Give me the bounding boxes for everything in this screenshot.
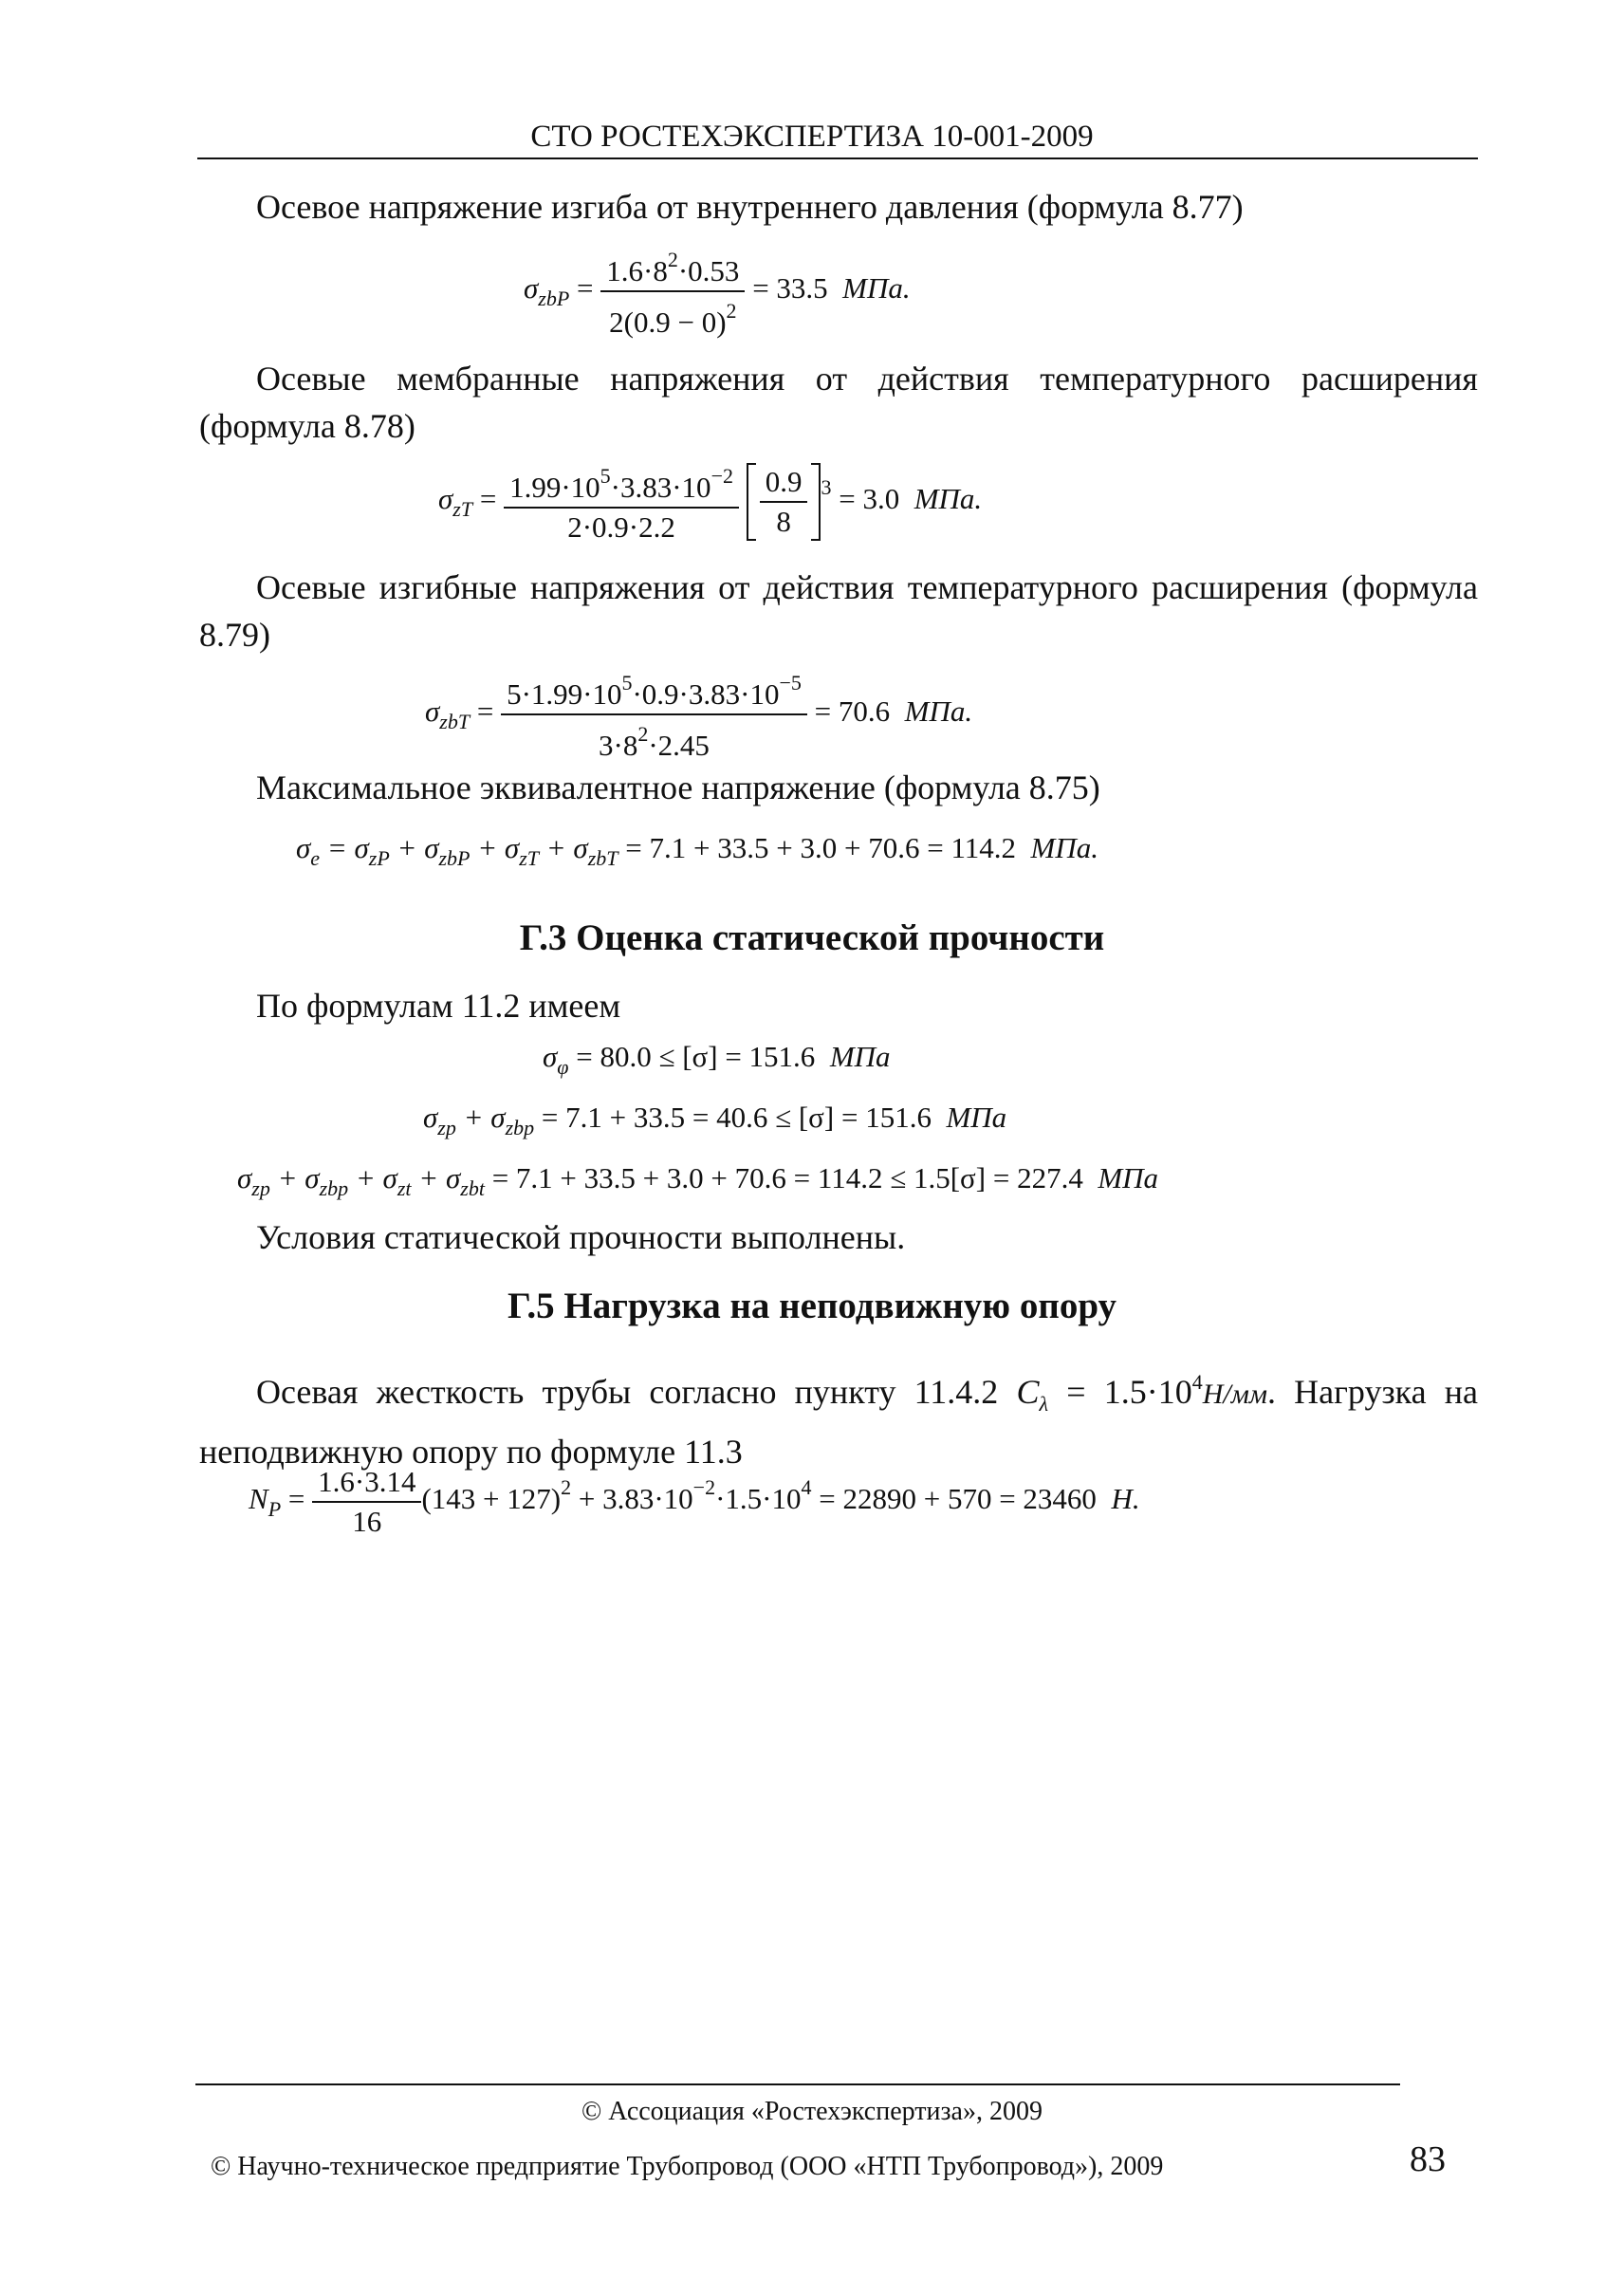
fraction: $\frac{1.99\cdot 10^5\cdot 3.83\cdot 10^{-2}}{2\cdot 0.9\cdot 2.2}$ — [504, 457, 739, 546]
formula-support-load: $N_P$ = $\frac{1.6\cdot 3.14}{16}$ $(143 + 127)^2 + 3.83\cdot 10^{-2}\cdot 1.5\cdot 10^4 = 22890 + 570 = 23460$ Н. — [249, 1463, 1140, 1541]
condition-total-stress: $\sigma_{zp} + \sigma_{zbp} + \sigma_{zt} + \sigma_{zbt} = 7.1 + 33.5 + 3.0 + 70.6 = 114.2 \le 1.5[\sigma] = 227.4$ МПа — [237, 1161, 1159, 1200]
footer-copyright-association: © Ассоциация «Ростехэкспертиза», 2009 — [581, 2097, 1043, 2126]
bracket-term: $\frac{0.9}{8}$ — [747, 463, 821, 541]
header-rule — [197, 157, 1478, 159]
formula-8-79: $\sigma_{zbT}$ = $\frac{5\cdot 1.99\cdot 10^5\cdot 0.9\cdot 3.83\cdot 10^{-5}}{3\cdot 8^2\cdot 2.45}$ = 70.6 МПа. — [425, 664, 972, 765]
paragraph-formulas-11-2: По формулам 11.2 имеем — [256, 987, 621, 1025]
condition-hoop-stress: $\sigma_\varphi = 80.0 \le [\sigma] = 151.6$ МПа — [543, 1040, 891, 1079]
section-title-g3: Г.3 Оценка статической прочности — [519, 917, 1105, 958]
paragraph-bending-thermal-stress: Осевые изгибные напряжения от действия температурного расширения (формула 8.79) — [199, 568, 1478, 654]
document-header: СТО РОСТЕХЭКСПЕРТИЗА 10-001-2009 — [530, 120, 1094, 154]
paragraph-axial-stiffness: Осевая жесткость трубы согласно пункту 11.4.2 $C_\lambda = 1.5\cdot 10^4Н/мм$. Нагрузка на неподвижную опору по формуле 11.3 — [199, 1370, 1479, 1471]
paragraph-membrane-stress: Осевые мембранные напряжения от действия температурного расширения (формула 8.78) — [199, 360, 1478, 445]
condition-axial-stress: $\sigma_{zp} + \sigma_{zbp} = 7.1 + 33.5 = 40.6 \le [\sigma] = 151.6$ МПа — [423, 1101, 1007, 1139]
paragraph-max-equivalent: Максимальное эквивалентное напряжение (формула 8.75) — [256, 768, 1100, 806]
formula-8-77: $\sigma_{zbP}$ = $\frac{1.6\cdot 8^2\cdot 0.53}{2(0.9 - 0)^2}$ = 33.5 МПа. — [524, 241, 911, 342]
footer-rule — [195, 2083, 1400, 2085]
fraction: $\frac{1.6\cdot 3.14}{16}$ — [312, 1463, 421, 1541]
footer-copyright-company: © Научно-техническое предприятие Трубопровод (ООО «НТП Трубопровод»), 2009 — [211, 2152, 1164, 2181]
formula-8-75: $\sigma_e = \sigma_{zP} + \sigma_{zbP} + \sigma_{zT} + \sigma_{zbT} = 7.1 + 33.5 + 3.0 + 70.6 = 114.2$ МПа. — [296, 831, 1099, 870]
formula-8-78: $\sigma_{zT}$ = $\frac{1.99\cdot 10^5\cdot 3.83\cdot 10^{-2}}{2\cdot 0.9\cdot 2.2}$ $\frac{0.9}{8}$ $^3$ = 3.0 МПа. — [438, 457, 982, 546]
fraction: $\frac{1.6\cdot 8^2\cdot 0.53}{2(0.9 - 0)^2}$ — [600, 241, 745, 342]
section-title-g5: Г.5 Нагрузка на неподвижную опору — [508, 1286, 1116, 1326]
page-number: 83 — [1410, 2139, 1446, 2179]
paragraph-conditions-met: Условия статической прочности выполнены. — [256, 1218, 906, 1256]
paragraph-bending-stress: Осевое напряжение изгиба от внутреннего давления (формула 8.77) — [256, 188, 1244, 226]
fraction: $\frac{5\cdot 1.99\cdot 10^5\cdot 0.9\cdot 3.83\cdot 10^{-5}}{3\cdot 8^2\cdot 2.45}$ — [501, 664, 807, 765]
